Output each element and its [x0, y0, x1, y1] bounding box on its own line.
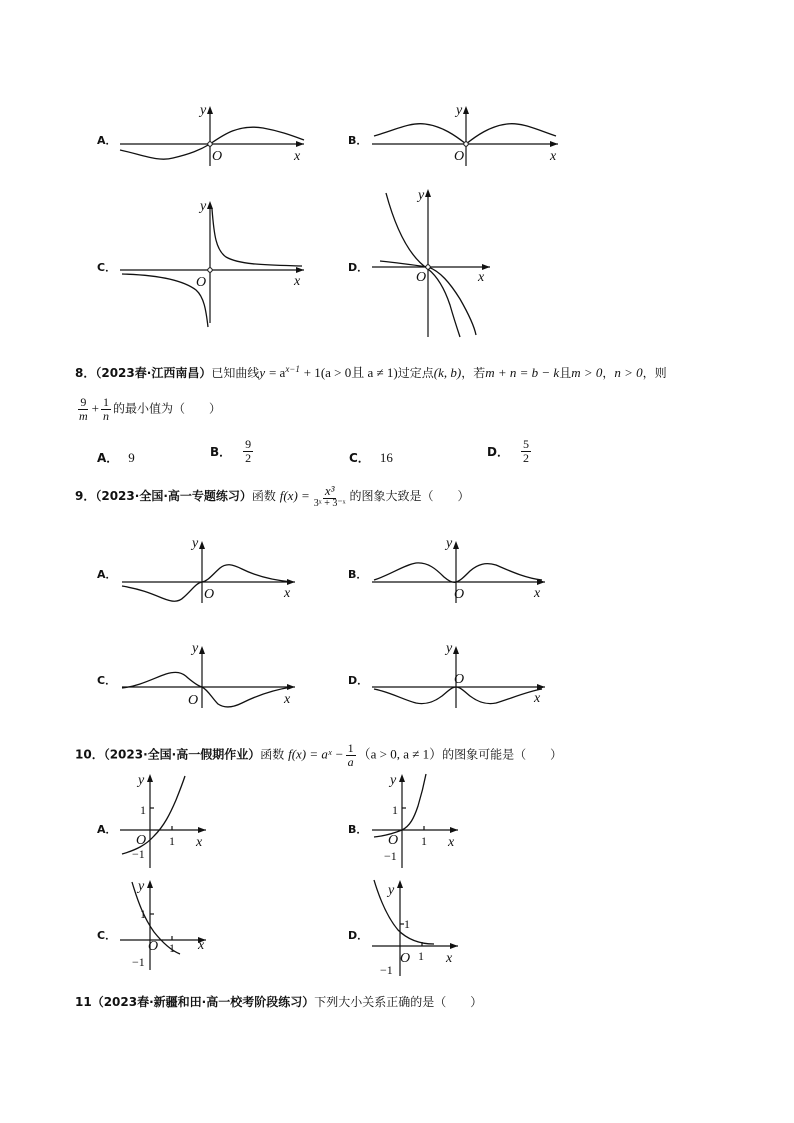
y-label: y: [138, 773, 145, 788]
y-label: y: [200, 199, 207, 214]
tick-one: 1: [140, 907, 146, 921]
origin-label: O: [454, 587, 465, 602]
q10-d-curve: [374, 880, 434, 944]
q7-c-curve-right: [212, 209, 302, 266]
q9-text1: 函数: [251, 489, 276, 504]
origin-label: O: [454, 672, 465, 687]
q8-stem: [75, 362, 667, 381]
tick-one-x: 1: [421, 834, 427, 848]
q8-c1: m > 0: [571, 365, 603, 380]
q8-choice-d-label: D．: [487, 444, 509, 459]
q8-text4: 且: [559, 366, 572, 380]
origin-label: O: [188, 693, 199, 708]
q8-text3: ，若: [461, 366, 486, 380]
y-label: y: [446, 641, 453, 656]
q10-number: 10．: [75, 747, 104, 762]
q8-fraction-9-over-m: $\frac{9}{m}$: [79, 395, 88, 423]
q7-b-curve: [374, 124, 556, 144]
tick-one-x: 1: [169, 941, 175, 955]
tick-one: 1: [392, 803, 398, 817]
origin-label: O: [454, 149, 465, 164]
q8-source: （2023春·江西南昌）: [95, 366, 212, 380]
y-label: y: [388, 883, 395, 898]
q10-text1: 函数: [260, 747, 285, 762]
q7-graph-c: [118, 195, 308, 330]
q8-choice-b-fraction: $\frac{9}{2}$: [245, 437, 252, 465]
q8-eq-y: y: [259, 365, 266, 380]
q11-stem: [75, 993, 482, 1010]
x-label: x: [448, 835, 455, 850]
x-label: x: [294, 274, 301, 289]
tick-neg-one: −1: [132, 847, 145, 861]
x-label: x: [550, 149, 557, 164]
x-label: x: [284, 692, 291, 707]
q9-option-b-label: B．: [348, 568, 368, 581]
q8-text1: 已知曲线: [211, 366, 260, 380]
q8-point: (k, b): [433, 365, 462, 380]
q8-choice-a[interactable]: [97, 449, 135, 466]
q7-graph-a: [118, 100, 308, 170]
q9-stem: [75, 484, 470, 509]
q10-fx: f(x) = aˣ −: [288, 746, 344, 762]
x-label: x: [478, 270, 485, 285]
q9-option-a-label: A．: [97, 568, 117, 581]
origin-label: O: [212, 149, 223, 164]
q10-option-b-label: B．: [348, 823, 368, 836]
q10-a-curve: [122, 776, 185, 854]
tick-one-x: 1: [418, 949, 424, 963]
q9-graph-a: [120, 535, 300, 605]
tick-neg-one: −1: [132, 955, 145, 969]
x-label: x: [198, 938, 205, 953]
q8-number: 8．: [75, 366, 96, 380]
q10-option-d-label: D．: [348, 929, 369, 942]
q10-b-curve: [374, 774, 426, 837]
q8-choice-c[interactable]: [349, 449, 393, 466]
q7-option-b-label: B．: [348, 134, 368, 147]
q8-choice-c-value: 16: [379, 450, 393, 465]
q9-text2: 的图象大致是（ ）: [349, 489, 470, 504]
q11-source: （2023春·新疆和田·高一校考阶段练习）: [91, 995, 315, 1009]
tick-one-x: 1: [169, 834, 175, 848]
q10-option-c-label: C．: [97, 929, 117, 942]
q8-fraction-1-over-n: $\frac{1}{n}$: [103, 395, 110, 423]
q11-number: 11: [75, 995, 92, 1009]
x-label: x: [196, 835, 203, 850]
y-label: y: [200, 103, 207, 118]
q10-graph-a: [118, 770, 213, 870]
q8-text5: ，则: [642, 366, 667, 380]
x-label: x: [294, 149, 301, 164]
origin-label: O: [388, 833, 399, 848]
q9-source: （2023·全国·高一专题练习）: [95, 489, 252, 504]
x-label: x: [284, 586, 291, 601]
tick-one: 1: [140, 803, 146, 817]
q10-cond: （a > 0, a ≠ 1）: [357, 746, 443, 762]
q10-graph-c: [118, 878, 213, 973]
q10-fraction: $\frac{1}{a}$: [347, 741, 354, 769]
y-label: y: [192, 536, 199, 551]
q8-choice-b-label: B．: [210, 444, 232, 459]
q9-number: 9．: [75, 489, 96, 504]
q9-c-curve: [122, 672, 292, 707]
q8-choice-b[interactable]: [210, 438, 255, 464]
q8-eq-mid: = a: [268, 365, 286, 380]
q8-stem-line2: [75, 396, 221, 422]
q7-d-curve-1: [386, 193, 460, 337]
q8-choice-d-fraction: $\frac{5}{2}$: [522, 437, 529, 465]
q8-choice-a-label: A．: [97, 451, 119, 465]
y-label: y: [390, 773, 397, 788]
q9-d-curve: [374, 687, 542, 704]
q8-c2: n > 0: [614, 365, 643, 380]
y-label: y: [456, 103, 463, 118]
q11-text: 下列大小关系正确的是（ ）: [314, 995, 483, 1009]
tick-neg-one: −1: [384, 849, 397, 863]
q7-option-c-label: C．: [97, 261, 117, 274]
q9-fx: f(x) =: [279, 488, 310, 504]
q10-text2: 的图象可能是（ ）: [442, 747, 563, 762]
q8-eq-tail: + 1: [303, 365, 321, 380]
q8-eq-exp: x−1: [285, 364, 300, 374]
y-label: y: [192, 641, 199, 656]
y-label: y: [418, 188, 425, 203]
q8-plus: +: [91, 400, 100, 416]
q8-text6: 的最小值为（ ）: [113, 401, 222, 416]
origin-label: O: [400, 951, 411, 966]
origin-label: O: [204, 587, 215, 602]
origin-label: O: [196, 275, 207, 290]
q7-graph-b: [370, 100, 565, 170]
q10-graph-d: [370, 878, 465, 978]
q8-choice-c-label: C．: [349, 451, 370, 465]
x-label: x: [534, 586, 541, 601]
x-label: x: [446, 951, 453, 966]
q8-cond: (a > 0且 a ≠ 1): [320, 365, 398, 380]
tick-neg-one: −1: [380, 963, 393, 977]
q9-option-d-label: D．: [348, 674, 369, 687]
q9-graph-c: [120, 640, 300, 710]
x-label: x: [534, 691, 541, 706]
q8-text2: 过定点: [397, 366, 434, 380]
q8-choice-a-value: 9: [128, 450, 135, 465]
q10-source: （2023·全国·高一假期作业）: [103, 747, 261, 762]
q10-option-a-label: A．: [97, 823, 117, 836]
q7-graph-d: [370, 185, 495, 340]
q7-option-a-label: A．: [97, 134, 117, 147]
q8-sep: ，: [602, 366, 615, 380]
q10-graph-b: [370, 770, 465, 870]
q9-b-curve: [374, 563, 542, 582]
y-label: y: [446, 536, 453, 551]
q8-rel: m + n = b − k: [485, 365, 560, 380]
y-label: y: [138, 879, 145, 894]
tick-one: 1: [404, 917, 410, 931]
q10-stem: [75, 742, 562, 768]
origin-label: O: [136, 833, 147, 848]
q9-fraction: $\frac{\text{x³}}{\text{3ˣ + 3⁻ˣ}}$: [313, 483, 346, 509]
q9-graph-b: [370, 535, 550, 605]
q8-choice-d[interactable]: [487, 438, 533, 464]
origin-label: O: [416, 270, 427, 285]
origin-label: O: [148, 939, 159, 954]
q9-graph-d: [370, 640, 550, 710]
q7-option-d-label: D．: [348, 261, 369, 274]
q9-option-c-label: C．: [97, 674, 117, 687]
